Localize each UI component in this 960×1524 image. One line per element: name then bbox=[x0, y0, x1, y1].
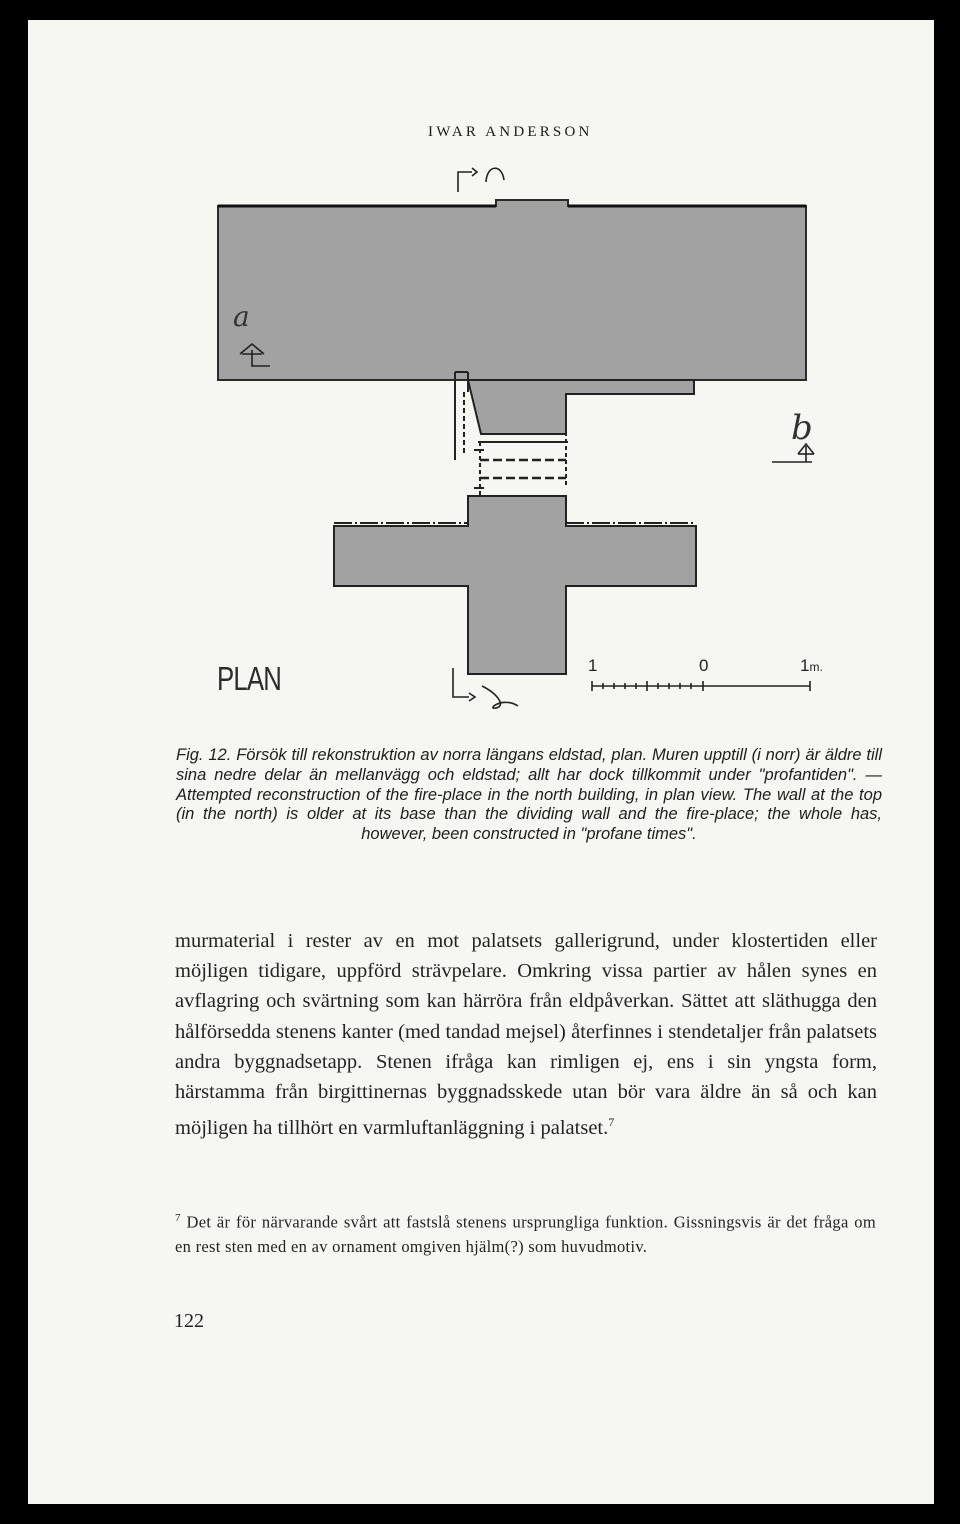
book-page bbox=[28, 20, 934, 1504]
caption-english: Attempted reconstruction of the fire-place in the north building, in plan view. The wall at the top (in the north) is older at its base than the dividing wall and the fire-place; the whole has, however, been constructed in "profane times". bbox=[176, 785, 882, 844]
scale-bar bbox=[592, 681, 810, 691]
section-label-b: b bbox=[791, 408, 813, 448]
footnote-text: Det är för närvarande svårt att fastslå stenens ursprungliga funktion. Gissningsvis är det fråga om en rest sten med en av ornament omgiven hjälm(?) som huvudmotiv. bbox=[175, 1212, 876, 1256]
figure-caption bbox=[176, 746, 882, 845]
scale-label-zero: 0 bbox=[699, 656, 709, 675]
body-paragraph bbox=[175, 926, 877, 1143]
scale-unit: m. bbox=[809, 660, 823, 674]
section-label-a: a bbox=[233, 300, 250, 333]
caption-swedish: Försök till rekonstruktion av norra längans eldstad, plan. Muren upptill (i norr) är äldre till sina nedre delar än mellanvägg och eldstad; allt har dock tillkommit under "profantiden". bbox=[176, 746, 883, 784]
scale-label-right bbox=[800, 656, 823, 676]
fireplace-plan-figure bbox=[28, 20, 934, 740]
north-wall bbox=[218, 200, 806, 380]
section-arrow-top bbox=[458, 168, 504, 192]
dividing-wall-north bbox=[468, 380, 694, 434]
scale-label-right-value: 1 bbox=[800, 656, 810, 675]
scale-label-left: 1 bbox=[588, 656, 598, 675]
body-paragraph-text: murmaterial i rester av en mot palatsets gallerigrund, under klostertiden eller möjligen tidigare, uppförd strävpelare. Omkring vissa partier av hålen synes en avflagring och svärtning som kan härröra från eldpåverkan. Sättet att släthugga den hålförsedda stenens kanter (med tandad mejsel) återfinnes i stendetaljer från palatsets andra byggnadsetapp. Stenen ifråga kan rimligen ej, ens i sin yngsta form, härstamma från birgittinernas byggnadsskede utan bör vara äldre än så och kan möjligen ha tillhört en varmluftanläggning i palatset. bbox=[175, 930, 877, 1140]
page-number: 122 bbox=[174, 1310, 204, 1332]
footnote bbox=[175, 1206, 876, 1259]
running-head: IWAR ANDERSON bbox=[428, 124, 593, 140]
figure-number: Fig. 12. bbox=[176, 746, 232, 764]
footnote-marker: 7 bbox=[175, 1212, 181, 1224]
caption-dash: — bbox=[865, 765, 883, 784]
plan-label: PLAN bbox=[217, 660, 282, 697]
footnote-reference[interactable]: 7 bbox=[608, 1115, 615, 1130]
